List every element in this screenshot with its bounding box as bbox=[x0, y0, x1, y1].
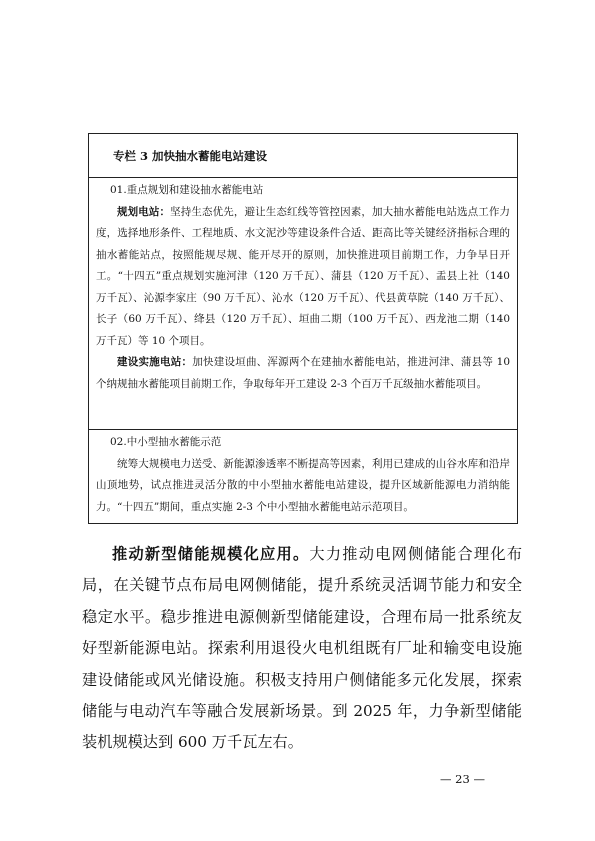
paragraph-text: 加快建设垣曲、浑源两个在建抽水蓄能电站，推进河津、蒲县等 10 个纳规抽水蓄能项目前期工作，争取每年开工建设 2-3 个百万千瓦级抽水蓄能项目。 bbox=[96, 356, 511, 390]
paragraph-text: 坚持生态优先，避让生态红线等管控因素，加大抽水蓄能电站选点工作力度，选择地形条件、工程地质、水文泥沙等建设条件合适、距高比等关键经济指标合理的抽水蓄能站点，按照能规尽规、能开尽开的原则，加快推进项目前期工作，力争早日开工。“十四五”重点规划实施河津（120 万千瓦）、蒲县（120 万千瓦）、盂县上社（140 万千瓦）、沁源李家庄（90 万千瓦）、沁水（120 万千瓦）、代县黄草院（140 万千瓦）、长子（60 万千瓦）、绛县（120 万千瓦）、垣曲二期（100 万千瓦）、西龙池二期（140 万千瓦）等 10 个项目。 bbox=[96, 205, 510, 347]
paragraph-lead: 规划电站： bbox=[117, 205, 171, 218]
box-title: 专栏 3 加快抽水蓄能电站建设 bbox=[89, 134, 517, 178]
section-2-heading: 02.中小型抽水蓄能示范 bbox=[110, 436, 222, 448]
section-1-paragraph-2 bbox=[96, 352, 510, 395]
paragraph-lead: 建设实施电站： bbox=[117, 356, 193, 368]
feature-box bbox=[88, 133, 518, 524]
body-paragraph bbox=[82, 539, 522, 759]
box-section-2 bbox=[89, 430, 517, 518]
body-paragraph-text: 大力推动电网侧储能合理化布局，在关键节点布局电网侧储能，提升系统灵活调节能力和安全稳定水平。稳步推进电源侧新型储能建设，合理布局一批系统友好型新能源电站。探索利用退役火电机组既有厂址和输变电设施建设储能或风光储设施。积极支持用户侧储能多元化发展，探索储能与电动汽车等融合发展新场景。到 2025 年，力争新型储能装机规模达到 600 万千瓦左右。 bbox=[82, 545, 523, 752]
section-2-paragraph-1: 统筹大规模电力送受、新能源渗透率不断提高等因素，利用已建成的山谷水库和沿岸山顶地势，试点推进灵活分散的中小型抽水蓄能电站建设，提升区域新能源电力消纳能力。“十四五”期间，重点实施 2-3 个中小型抽水蓄能电站示范项目。 bbox=[96, 457, 510, 513]
section-1-paragraph-1 bbox=[96, 202, 510, 353]
body-paragraph-lead: 推动新型储能规模化应用。 bbox=[112, 545, 310, 563]
box-section-1 bbox=[89, 178, 517, 430]
section-1-heading: 01.重点规划和建设抽水蓄能电站 bbox=[110, 184, 264, 196]
page-number: — 23 — bbox=[440, 772, 485, 786]
